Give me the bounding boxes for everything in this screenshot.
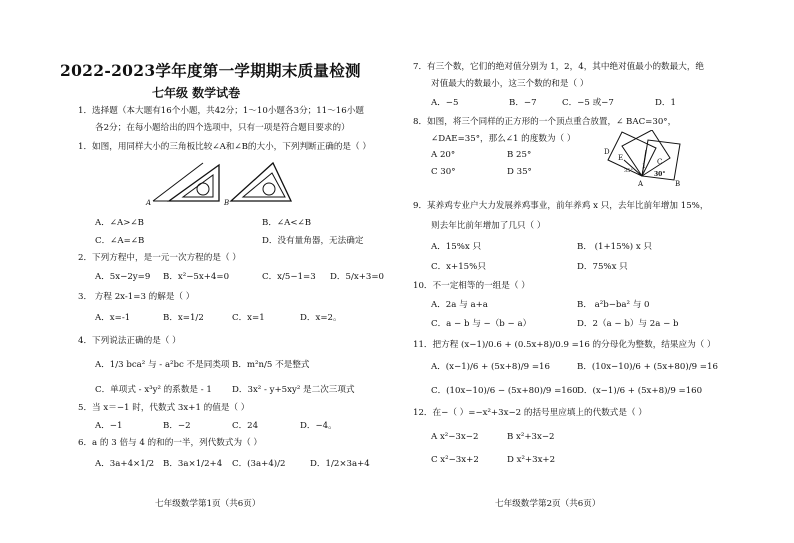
q11-option-d: D．(x−1)/6 + (5x+8)/9 =160 — [577, 386, 703, 396]
q3-stem: 3． 方程 2x-1=3 的解是（ ） — [78, 292, 195, 302]
q3-option-a: A．x=-1 — [95, 313, 131, 323]
q9-stem-line-2: 则去年比前年增加了几只（ ） — [431, 221, 546, 231]
q8-label-a: A — [638, 180, 644, 188]
q8-label-b: B — [675, 180, 681, 188]
q8-squares-figure — [602, 130, 687, 188]
q12-option-a: A x²−3x−2 — [431, 432, 479, 442]
q3-option-c: C．x=1 — [232, 313, 265, 323]
q11-option-a: A．(x−1)/6 + (5x+8)/9 =16 — [431, 362, 550, 372]
q7-stem-line-1: 7．有三个数，它们的绝对值分别为 1，2，4，其中绝对值最小的数最大，绝 — [413, 62, 705, 72]
right-page-footer: 七年级数学第2页（共6页） — [495, 499, 601, 509]
section-intro-line-1: 1．选择题（本大题有16个小题，共42分；1～10小题各3分；11～16小题 — [78, 106, 364, 116]
q7-stem-line-2: 对值最大的数最小，这三个数的和是（ ） — [431, 79, 589, 89]
q1-option-d: D．没有量角器，无法确定 — [262, 236, 364, 246]
q2-option-c: C．x/5−1=3 — [262, 272, 316, 282]
q12-stem: 12．在−（ ）=−x²+3x−2 的括号里应填上的代数式是（ ） — [413, 408, 647, 418]
right-page — [397, 0, 794, 543]
q2-option-b: B．x²−5x+4=0 — [163, 272, 230, 282]
q6-option-d: D．1/2×3a+4 — [310, 459, 370, 469]
q1-option-c: C．∠A=∠B — [95, 236, 145, 246]
q4-option-a: A．1/3 bca² 与 - a²bc 不是同类项 — [95, 360, 230, 370]
q8-option-b: B 25° — [507, 150, 532, 160]
q8-label-e: E — [618, 154, 624, 162]
q11-option-c: C．(10x−10)/6 − (5x+80)/9 =160 — [431, 386, 578, 396]
q12-option-c: C x²−3x+2 — [431, 455, 479, 465]
q8-label-35-degrees: 35° — [624, 168, 633, 174]
angle-b-figure — [231, 163, 291, 201]
q8-stem-line-2: ∠DAE=35°，那么∠1 的度数为（ ） — [431, 134, 576, 144]
q10-option-d: D．2（a − b）与 2a − b — [577, 319, 679, 329]
q9-option-d: D．75%x 只 — [577, 262, 628, 272]
q4-option-b: B．m²n/5 不是整式 — [232, 360, 310, 370]
q5-option-b: B．−2 — [163, 421, 191, 431]
q9-stem-line-1: 9．某养鸡专业户大力发展养鸡事业，前年养鸡 x 只，去年比前年增加 15%， — [413, 201, 709, 211]
q11-stem: 11．把方程 (x−1)/0.6 + (0.5x+8)/0.9 =16 的分母化为整数，结果应为（ ） — [413, 340, 716, 350]
q9-option-a: A．15%x 只 — [431, 242, 482, 252]
q3-option-b: B．x=1/2 — [163, 313, 204, 323]
q6-option-a: A．3a+4×1/2 — [95, 459, 155, 469]
q1-option-b: B．∠A<∠B — [262, 218, 312, 228]
q5-option-a: A．−1 — [95, 421, 123, 431]
q8-option-d: D 35° — [507, 167, 532, 177]
q8-label-c: C — [657, 158, 663, 166]
q1-triangle-figure — [145, 157, 295, 209]
q12-option-b: B x²+3x−2 — [507, 432, 555, 442]
q4-option-c: C．单项式 - x³y² 的系数是 - 1 — [95, 385, 212, 395]
q9-option-c: C．x+15%只 — [431, 262, 486, 272]
q7-option-d: D．1 — [655, 98, 676, 108]
exam-title: 2022-2023学年度第一学期期末质量检测 — [60, 61, 361, 80]
q5-option-c: C．24 — [232, 421, 259, 431]
q12-option-d: D x²+3x+2 — [507, 455, 556, 465]
q8-option-a: A 20° — [431, 150, 456, 160]
q4-option-d: D．3x² - y+5xy² 是二次三项式 — [232, 385, 355, 395]
q5-option-d: D．−4。 — [300, 421, 337, 431]
figure-label-b: B — [224, 199, 230, 207]
q2-stem: 2．下列方程中，是一元一次方程的是（ ） — [78, 253, 241, 263]
q8-option-c: C 30° — [431, 167, 456, 177]
q7-option-c: C．−5 或−7 — [562, 98, 614, 108]
q1-stem: 1．如图，用同样大小的三角板比较∠A和∠B的大小，下列判断正确的是（ ） — [78, 142, 371, 152]
q2-option-d: D．5/x+3=0 — [330, 272, 385, 282]
q8-label-angle-1: 1 — [642, 163, 646, 170]
q8-label-d: D — [604, 148, 610, 156]
q10-option-b: B． a²b−ba² 与 0 — [577, 300, 650, 310]
figure-label-a: A — [146, 199, 152, 207]
q9-option-b: B． (1+15%) x 只 — [577, 242, 653, 252]
q7-option-a: A．−5 — [431, 98, 459, 108]
q2-option-a: A．5x−2y=9 — [95, 272, 151, 282]
q6-option-b: B．3a×1/2+4 — [163, 459, 223, 469]
section-intro-line-2: 各2分；在每小题给出的四个选项中，只有一项是符合题目要求的） — [95, 123, 350, 133]
q11-option-b: B．(10x−10)/6 + (5x+80)/9 =16 — [577, 362, 718, 372]
q10-stem: 10．不一定相等的一组是（ ） — [413, 281, 530, 291]
exam-subtitle: 七年级 数学试卷 — [152, 86, 241, 100]
q8-stem-line-1: 8．如图，将三个同样的正方形的一个顶点重合放置，∠ BAC=30°， — [413, 117, 677, 127]
q1-option-a: A．∠A>∠B — [95, 218, 144, 228]
q8-label-30-degrees: 30° — [654, 171, 666, 178]
q4-stem: 4．下列说法正确的是（ ） — [78, 336, 181, 346]
left-page-footer: 七年级数学第1页（共6页） — [155, 499, 261, 509]
q6-option-c: C．(3a+4)/2 — [232, 459, 286, 469]
q7-option-b: B．−7 — [509, 98, 537, 108]
q6-stem: 6．a 的 3 倍与 4 的和的一半，列代数式为（ ） — [78, 438, 263, 448]
q10-option-a: A．2a 与 a+a — [431, 300, 488, 310]
angle-a-figure — [153, 163, 219, 201]
q5-stem: 5．当 x＝−1 时，代数式 3x+1 的值是（ ） — [78, 403, 250, 413]
q3-option-d: D．x=2。 — [300, 313, 342, 323]
q10-option-c: C．a − b 与 −（b − a） — [431, 319, 532, 329]
